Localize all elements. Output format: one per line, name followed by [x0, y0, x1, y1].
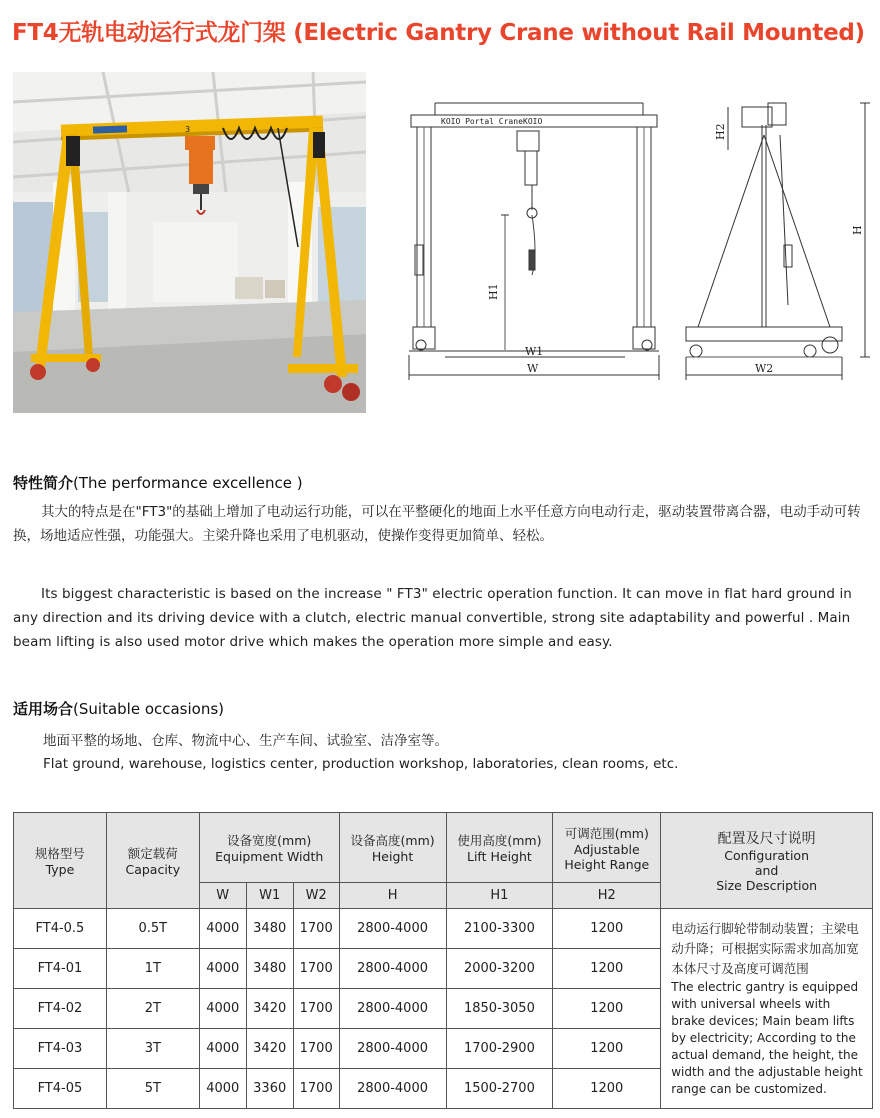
dim-w: W: [527, 362, 539, 375]
cell-w2: 1700: [293, 1069, 339, 1109]
header-type: 规格型号 Type: [14, 813, 107, 909]
cell-w: 4000: [199, 1069, 246, 1109]
cell-h: 2800-4000: [339, 1029, 446, 1069]
performance-text-en: Its biggest characteristic is based on the increase " FT3" electric operation function. It can move in flat hard ground in any direction and its driving device with a clutch, electric manual convertible, strong site adaptability and powerful . Main beam lifting is also used motor drive which makes the operation more simple and easy.: [13, 586, 852, 650]
cell-w1: 3420: [246, 1029, 293, 1069]
cell-type: FT4-0.5: [14, 909, 107, 949]
cell-capacity: 2T: [106, 989, 199, 1029]
cell-h: 2800-4000: [339, 949, 446, 989]
cell-w1: 3360: [246, 1069, 293, 1109]
cell-w2: 1700: [293, 1029, 339, 1069]
occasions-text-zh: 地面平整的场地、仓库、物流中心、生产车间、试验室、洁净室等。: [43, 733, 448, 749]
cell-capacity: 5T: [106, 1069, 199, 1109]
occasions-text-en: Flat ground, warehouse, logistics center, production workshop, laboratories, clean rooms, etc.: [43, 756, 679, 772]
header-h2: H2: [553, 883, 661, 909]
occasions-heading: [13, 698, 224, 719]
header-h1: H1: [446, 883, 553, 909]
cell-h2: 1200: [553, 1069, 661, 1109]
cell-h1: 1700-2900: [446, 1029, 553, 1069]
header-w1: W1: [246, 883, 293, 909]
dim-w2: W2: [755, 362, 774, 375]
cell-w: 4000: [199, 1029, 246, 1069]
occasions-heading-en: (Suitable occasions): [73, 700, 225, 718]
performance-heading-en: (The performance excellence ): [73, 474, 303, 492]
cell-type: FT4-02: [14, 989, 107, 1029]
header-h: H: [339, 883, 446, 909]
page-title: FT4无轨电动运行式龙门架 (Electric Gantry Crane without Rail Mounted): [12, 20, 865, 46]
cell-h2: 1200: [553, 949, 661, 989]
cell-w2: 1700: [293, 949, 339, 989]
cell-capacity: 3T: [106, 1029, 199, 1069]
header-capacity: 额定载荷 Capacity: [106, 813, 199, 909]
performance-heading: [13, 472, 303, 493]
header-lift: 使用高度(mm) Lift Height: [446, 813, 553, 883]
cell-h2: 1200: [553, 989, 661, 1029]
config-zh: 电动运行脚轮带制动装置；主梁电动升降；可根据实际需求加高加宽本体尺寸及高度可调范围: [671, 921, 859, 976]
product-photo: [13, 72, 366, 413]
cell-type: FT4-03: [14, 1029, 107, 1069]
dim-h1: H1: [487, 283, 500, 300]
cell-h: 2800-4000: [339, 1069, 446, 1109]
drawing-label: KOIO Portal Crane: [441, 117, 523, 126]
cell-w1: 3420: [246, 989, 293, 1029]
dim-h2: H2: [714, 123, 727, 140]
header-width: 设备宽度(mm) Equipment Width: [199, 813, 339, 883]
cell-h1: 1500-2700: [446, 1069, 553, 1109]
header-config: 配置及尺寸说明 Configuration and Size Description: [661, 813, 873, 909]
cell-type: FT4-05: [14, 1069, 107, 1109]
table-row: [14, 909, 873, 949]
cell-w2: 1700: [293, 989, 339, 1029]
cell-w: 4000: [199, 949, 246, 989]
dim-h: H: [851, 225, 864, 235]
cell-w: 4000: [199, 989, 246, 1029]
beam-mark: 3: [185, 125, 191, 134]
occasions-heading-zh: 适用场合: [13, 700, 74, 718]
config-en: The electric gantry is equipped with universal wheels with brake devices; Main beam lifts by electricity; According to the actual demand, the height, the width and the adjustable height range can be customized.: [671, 980, 863, 1096]
header-w: W: [199, 883, 246, 909]
cell-capacity: 0.5T: [106, 909, 199, 949]
header-w2: W2: [293, 883, 339, 909]
cell-capacity: 1T: [106, 949, 199, 989]
cell-h: 2800-4000: [339, 989, 446, 1029]
header-height: 设备高度(mm) Height: [339, 813, 446, 883]
cell-w2: 1700: [293, 909, 339, 949]
config-description: [661, 909, 873, 1109]
spec-table: [13, 812, 873, 1109]
cell-h1: 1850-3050: [446, 989, 553, 1029]
side-view-drawing: [680, 95, 875, 385]
drawing-logo: KOIO: [523, 117, 543, 126]
cell-w1: 3480: [246, 909, 293, 949]
cell-h1: 2100-3300: [446, 909, 553, 949]
cell-w1: 3480: [246, 949, 293, 989]
cell-w: 4000: [199, 909, 246, 949]
front-view-drawing: [405, 95, 665, 385]
performance-text-zh: 其大的特点是在"FT3"的基础上增加了电动运行功能，可以在平整硬化的地面上水平任意方向电动行走，驱动装置带离合器，电动手动可转换，场地适应性强，功能强大。主梁升降也采用了电机驱动，使操作变得更加简单、轻松。: [13, 504, 861, 544]
header-adjust: 可调范围(mm) Adjustable Height Range: [553, 813, 661, 883]
cell-type: FT4-01: [14, 949, 107, 989]
cell-h2: 1200: [553, 1029, 661, 1069]
cell-h2: 1200: [553, 909, 661, 949]
cell-h: 2800-4000: [339, 909, 446, 949]
performance-heading-zh: 特性简介: [13, 474, 74, 492]
dim-w1: W1: [525, 345, 544, 358]
cell-h1: 2000-3200: [446, 949, 553, 989]
